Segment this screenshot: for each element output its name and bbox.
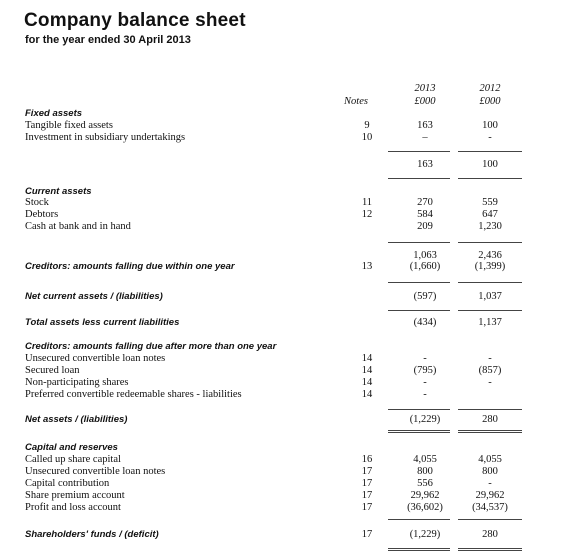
- rule-line: [388, 151, 450, 152]
- table-row: [0, 159, 575, 172]
- value-2013: (434): [413, 317, 437, 328]
- value-2012: 100: [482, 159, 498, 170]
- value-2013: 556: [417, 478, 433, 489]
- col-header-2012-unit: £000: [479, 96, 501, 107]
- rule-line: [458, 242, 522, 243]
- section-row: [0, 414, 575, 427]
- row-note: 17: [361, 490, 373, 501]
- value-2012: 559: [482, 197, 498, 208]
- value-2012: 29,962: [475, 490, 505, 501]
- row-label: Debtors: [25, 209, 59, 220]
- rule-line: [388, 282, 450, 283]
- value-2013: 584: [417, 209, 433, 220]
- table-row: [0, 389, 575, 402]
- value-2013: 29,962: [410, 490, 440, 501]
- table-row: [0, 221, 575, 234]
- row-label: Unsecured convertible loan notes: [25, 466, 166, 477]
- row-label: Cash at bank and in hand: [25, 221, 131, 232]
- table-row: [0, 132, 575, 145]
- rule-line: [458, 409, 522, 410]
- value-2013: -: [423, 377, 427, 388]
- double-rule-line: [458, 430, 522, 433]
- col-header-2012: 2012: [479, 83, 501, 94]
- value-2012: 1,037: [478, 291, 502, 302]
- value-2012: 647: [482, 209, 498, 220]
- value-2012: -: [488, 353, 492, 364]
- row-label: Unsecured convertible loan notes: [25, 353, 166, 364]
- rule-line: [388, 519, 450, 520]
- value-2013: (1,660): [409, 261, 441, 272]
- value-2012: 2,436: [478, 250, 502, 261]
- value-2013: 4,055: [413, 454, 437, 465]
- section-row: [0, 317, 575, 330]
- col-header-2013-unit: £000: [414, 96, 436, 107]
- section-row: [0, 291, 575, 304]
- value-2013: -: [423, 389, 427, 400]
- value-2013: 1,063: [413, 250, 437, 261]
- rule-line: [458, 519, 522, 520]
- page-subtitle: for the year ended 30 April 2013: [25, 34, 191, 46]
- value-2013: –: [422, 132, 428, 143]
- value-2013: (597): [413, 291, 437, 302]
- value-2012: -: [488, 478, 492, 489]
- value-2013: 163: [417, 159, 433, 170]
- value-2012: -: [488, 132, 492, 143]
- rule-line: [458, 282, 522, 283]
- rule-line: [458, 310, 522, 311]
- value-2012: 4,055: [478, 454, 502, 465]
- value-2013: (1,229): [409, 414, 441, 425]
- rule-line: [388, 310, 450, 311]
- row-label: Tangible fixed assets: [25, 120, 113, 131]
- col-header-notes: Notes: [344, 96, 368, 107]
- value-2012: (1,399): [474, 261, 506, 272]
- rule-line: [388, 178, 450, 179]
- value-2013: (1,229): [409, 529, 441, 540]
- row-label: Shareholders' funds / (deficit): [25, 529, 159, 540]
- row-note: 13: [361, 261, 373, 272]
- value-2012: 1,137: [478, 317, 502, 328]
- page-title: Company balance sheet: [24, 10, 246, 31]
- row-note: 12: [361, 209, 373, 220]
- rule-line: [388, 409, 450, 410]
- row-label: Investment in subsidiary undertakings: [25, 132, 186, 143]
- value-2013: 800: [417, 466, 433, 477]
- row-note: 11: [361, 197, 373, 208]
- value-2012: 280: [482, 414, 498, 425]
- row-label: Secured loan: [25, 365, 80, 376]
- row-label: Stock: [25, 197, 49, 208]
- row-label: Current assets: [25, 186, 92, 197]
- value-2013: 209: [417, 221, 433, 232]
- rule-line: [458, 151, 522, 152]
- row-note: 14: [361, 389, 373, 400]
- value-2013: (36,602): [407, 502, 443, 513]
- row-label: Net assets / (liabilities): [25, 414, 128, 425]
- row-label: Total assets less current liabilities: [25, 317, 180, 328]
- row-label: Fixed assets: [25, 108, 83, 119]
- value-2012: 280: [482, 529, 498, 540]
- row-note: 17: [361, 502, 373, 513]
- value-2013: (795): [413, 365, 437, 376]
- section-row: [0, 261, 575, 274]
- rule-line: [388, 242, 450, 243]
- row-label: Net current assets / (liabilities): [25, 291, 163, 302]
- table-row: [0, 502, 575, 515]
- double-rule-line: [458, 548, 522, 551]
- row-note: 9: [364, 120, 370, 131]
- row-note: 17: [361, 529, 373, 540]
- row-label: Creditors: amounts falling due after more than one year: [25, 341, 277, 352]
- value-2013: -: [423, 353, 427, 364]
- row-label: Creditors: amounts falling due within one year: [25, 261, 235, 272]
- value-2013: 270: [417, 197, 433, 208]
- row-note: 14: [361, 353, 373, 364]
- row-label: Capital and reserves: [25, 442, 118, 453]
- value-2012: 1,230: [478, 221, 502, 232]
- row-label: Called up share capital: [25, 454, 121, 465]
- value-2012: 100: [482, 120, 498, 131]
- row-label: Capital contribution: [25, 478, 110, 489]
- row-label: Non-participating shares: [25, 377, 129, 388]
- value-2012: 800: [482, 466, 498, 477]
- value-2013: 163: [417, 120, 433, 131]
- row-note: 14: [361, 365, 373, 376]
- rule-line: [458, 178, 522, 179]
- row-note: 17: [361, 478, 373, 489]
- double-rule-line: [388, 430, 450, 433]
- col-header-2013: 2013: [414, 83, 436, 94]
- value-2012: -: [488, 377, 492, 388]
- row-note: 16: [361, 454, 373, 465]
- value-2012: (34,537): [472, 502, 508, 513]
- row-label: Share premium account: [25, 490, 125, 501]
- value-2012: (857): [478, 365, 502, 376]
- row-label: Profit and loss account: [25, 502, 121, 513]
- row-note: 17: [361, 466, 373, 477]
- row-note: 14: [361, 377, 373, 388]
- row-note: 10: [361, 132, 373, 143]
- section-row: [0, 529, 575, 542]
- row-label: Preferred convertible redeemable shares - liabilities: [25, 389, 242, 400]
- double-rule-line: [388, 548, 450, 551]
